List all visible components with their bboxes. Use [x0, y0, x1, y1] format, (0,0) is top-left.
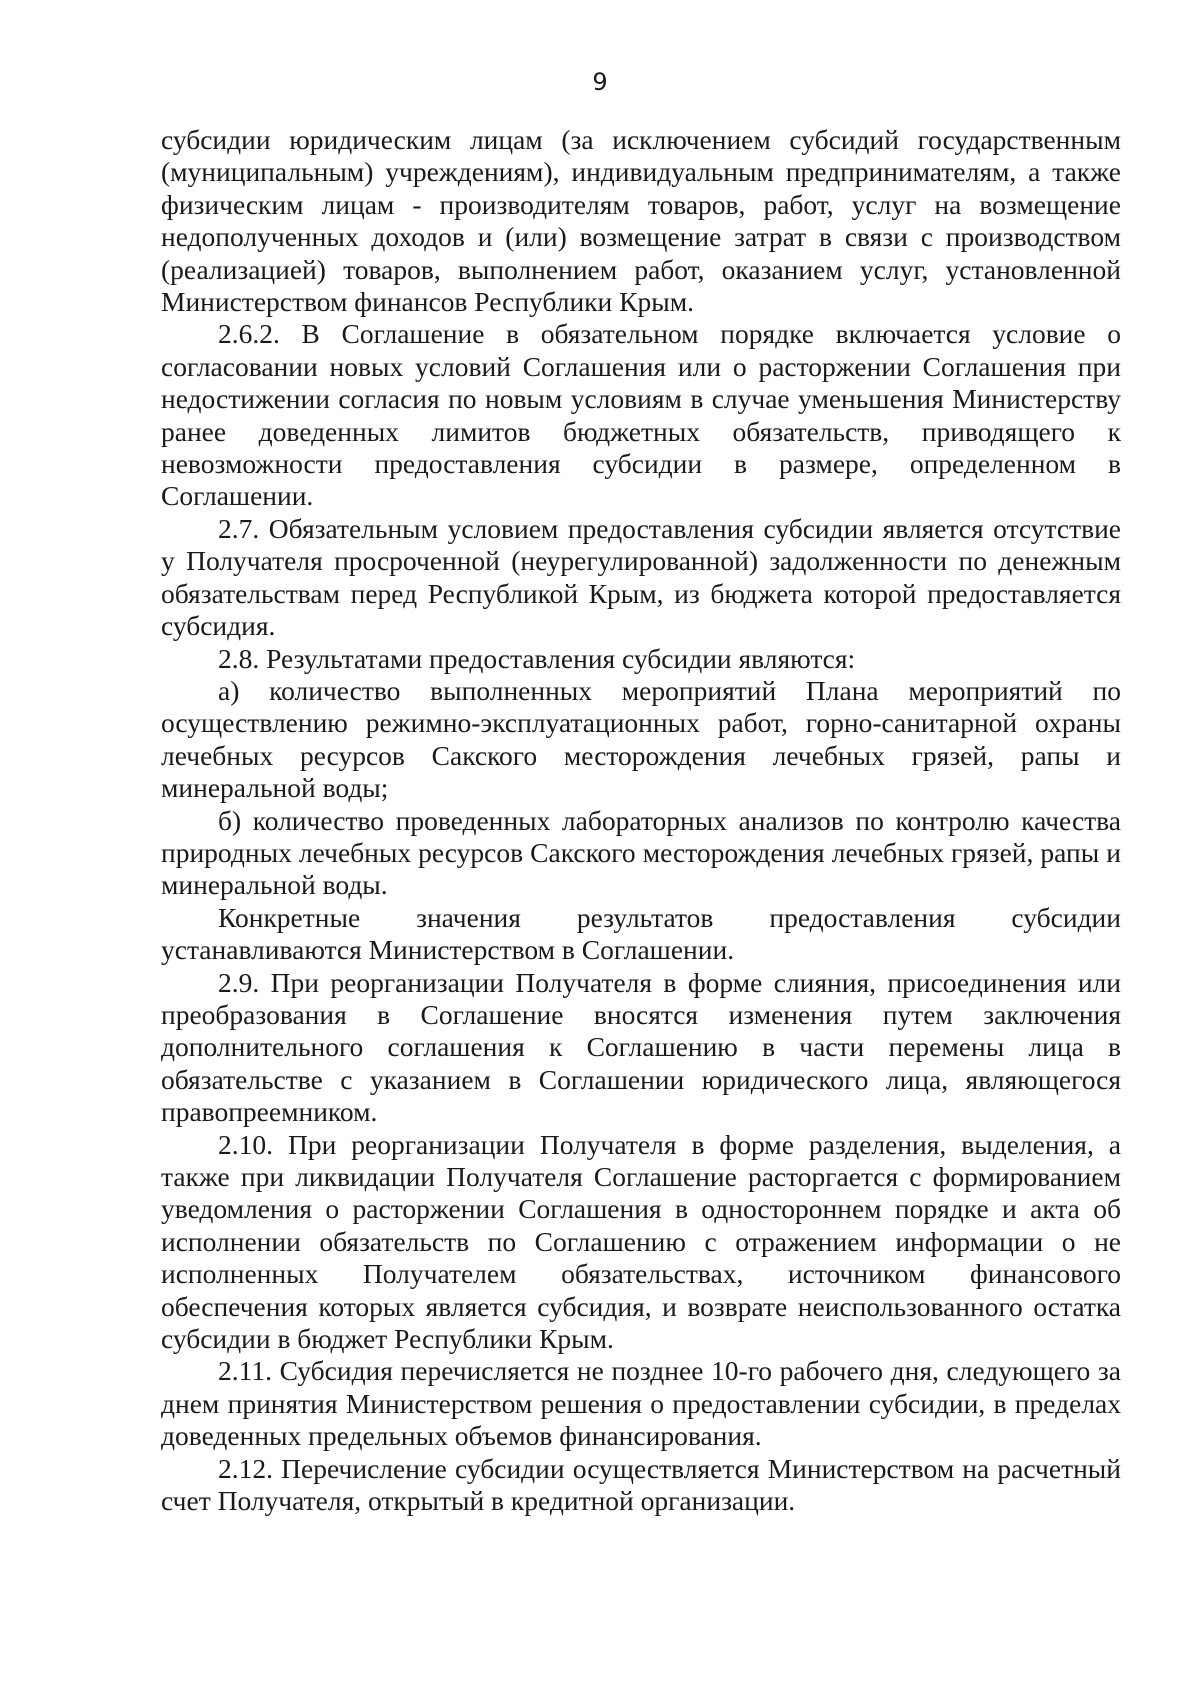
paragraph-2-6-2: 2.6.2. В Соглашение в обязательном порядке включается условие о согласовании новых условий Соглашения или о расторжении Соглашения при недостижении согласия по новым условиям в случае уменьшения Министерству ранее доведенных лимитов бюджетных обязательств, приводящего к невозможности предоставления субсидии в размере, определенном в Соглашении. — [161, 318, 1121, 512]
paragraph-2-10: 2.10. При реорганизации Получателя в форме разделения, выделения, а также при ликвидации Получателя Соглашение расторгается с формированием уведомления о расторжении Соглашения в одностороннем порядке и акта об исполнении обязательств по Соглашению с отражением информации о не исполненных Получателем обязательствах, источником финансового обеспечения которых является субсидия, и возврате неиспользованного остатка субсидии в бюджет Республики Крым. — [161, 1128, 1121, 1355]
paragraph-specific-values: Конкретные значения результатов предоставления субсидии устанавливаются Министерством в Соглашении. — [161, 901, 1121, 966]
document-body — [161, 124, 1121, 1517]
paragraph-continuation: субсидии юридическим лицам (за исключением субсидий государственным (муниципальным) учреждениям), индивидуальным предпринимателям, а также физическим лицам - производителям товаров, работ, услуг на возмещение недополученных доходов и (или) возмещение затрат в связи с производством (реализацией) товаров, выполнением работ, оказанием услуг, установленной Министерством финансов Республики Крым. — [161, 124, 1121, 318]
paragraph-2-9: 2.9. При реорганизации Получателя в форме слияния, присоединения или преобразования в Соглашение вносятся изменения путем заключения дополнительного соглашения к Соглашению в части перемены лица в обязательстве с указанием в Соглашении юридического лица, являющегося правопреемником. — [161, 966, 1121, 1128]
paragraph-2-11: 2.11. Субсидия перечисляется не позднее 10-го рабочего дня, следующего за днем принятия Министерством решения о предоставлении субсидии, в пределах доведенных предельных объемов финансирования. — [161, 1355, 1121, 1452]
paragraph-2-12: 2.12. Перечисление субсидии осуществляется Министерством на расчетный счет Получателя, открытый в кредитной организации. — [161, 1452, 1121, 1517]
paragraph-2-8-a: а) количество выполненных мероприятий Плана мероприятий по осуществлению режимно-эксплуатационных работ, горно-санитарной охраны лечебных ресурсов Сакского месторождения лечебных грязей, рапы и минеральной воды; — [161, 674, 1121, 804]
paragraph-2-8: 2.8. Результатами предоставления субсидии являются: — [218, 642, 856, 674]
page-number: 9 — [592, 68, 608, 96]
paragraph-2-7: 2.7. Обязательным условием предоставления субсидии является отсутствие у Получателя просроченной (неурегулированной) задолженности по денежным обязательствам перед Республикой Крым, из бюджета которой предоставляется субсидия. — [161, 512, 1121, 642]
paragraph-2-8-b: б) количество проведенных лабораторных анализов по контролю качества природных лечебных ресурсов Сакского месторождения лечебных грязей, рапы и минеральной воды. — [161, 804, 1121, 901]
